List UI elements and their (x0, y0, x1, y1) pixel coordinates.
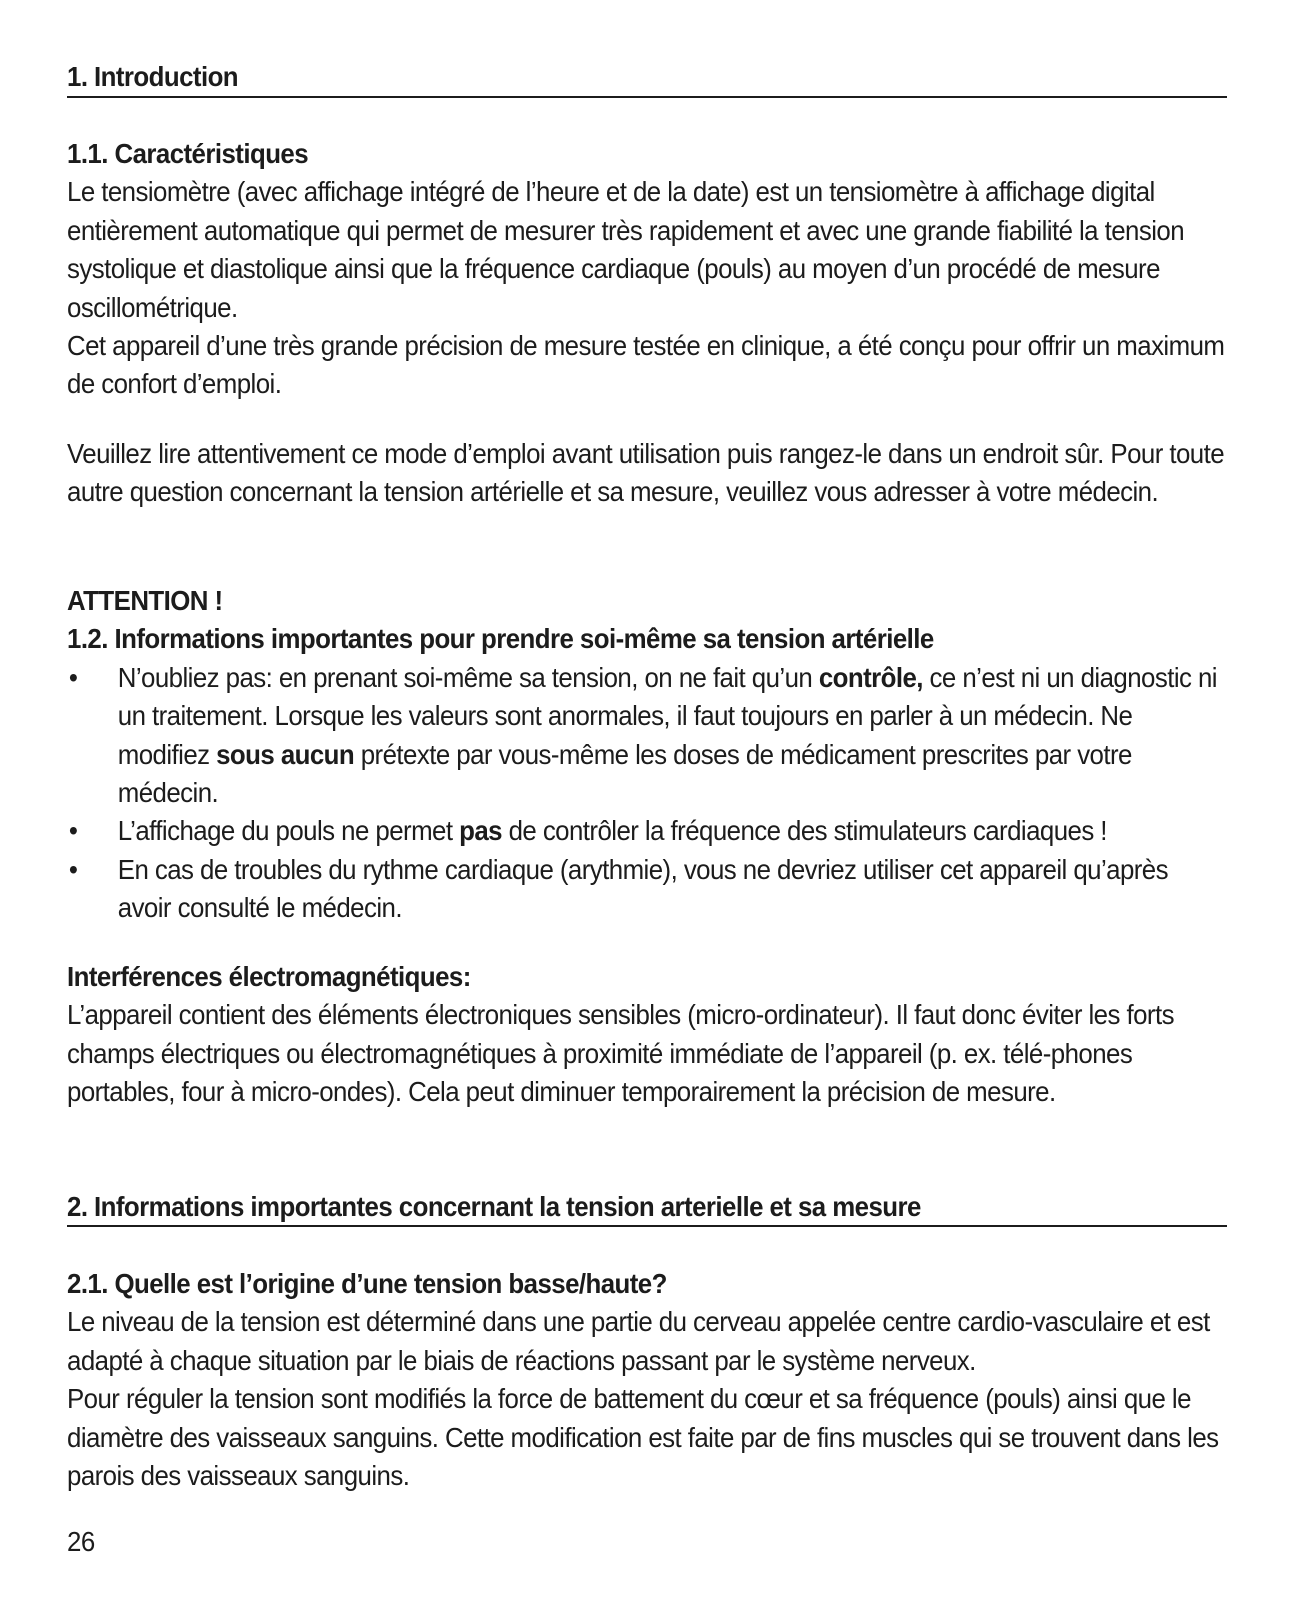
bullet-icon: • (68, 815, 78, 847)
subsection-1-1-heading: 1.1. Caractéristiques (67, 138, 309, 169)
emi-section (67, 958, 1227, 1112)
paragraph-precision: Cet appareil d’une très grande précision de mesure testée en clinique, a été conçu pour offrir un maximum de confort d’emploi. (67, 330, 1225, 400)
subsection-2-1-heading: 2.1. Quelle est l’origine d’une tension basse/haute? (67, 1268, 667, 1299)
section-1-heading: 1. Introduction (67, 61, 239, 92)
paragraph-characteristics: Le tensiomètre (avec affichage intégré de l’heure et de la date) est un tensiomètre à affichage digital entièrement automatique qui permet de mesurer très rapidement et avec une grande fiabilité la tension systolique et diastolique ainsi que la fréquence cardiaque (pouls) au moyen d’un procédé de mesure oscillométrique. (67, 176, 1185, 323)
paragraph-read-instructions: Veuillez lire attentivement ce mode d’emploi avant utilisation puis rangez-le dans un endroit sûr. Pour toute autre question concernant la tension artérielle et sa mesure, veuillez vous adresser à votre médecin. (67, 438, 1225, 508)
emi-heading: Interférences électromagnétiques: (67, 961, 471, 992)
list-item (67, 851, 1227, 928)
list-item-text: de contrôler la fréquence des stimulateurs cardiaques ! (501, 815, 1107, 847)
important-info-list (67, 659, 1227, 928)
list-item-text: En cas de troubles du rythme cardiaque (arythmie), vous ne devriez utiliser cet appareil qu’après avoir consulté le médecin. (117, 853, 1168, 924)
list-item-text: L’affichage du pouls ne permet (117, 815, 460, 847)
list-item-text: ce n’est ni un diagnostic ni un traitement. Lorsque les valeurs sont anormales, il faut toujours en parler à un médecin. Ne modifiez (117, 661, 1217, 770)
subsection-1-1 (67, 135, 1227, 404)
bullet-icon: • (68, 661, 78, 693)
section-2-heading: 2. Informations importantes concernant la tension arterielle et sa mesure (67, 1191, 921, 1222)
subsection-1-2-heading: 1.2. Informations importantes pour prendre soi-même sa tension artérielle (67, 623, 934, 655)
section-2-rule (67, 1225, 1227, 1227)
emphasis-sous-aucun: sous aucun (216, 738, 355, 770)
bullet-icon: • (68, 853, 78, 885)
list-item (67, 812, 1227, 850)
paragraph-tension-origin: Le niveau de la tension est déterminé dans une partie du cerveau appelée centre cardio-vasculaire et est adapté à chaque situation par le biais de réactions passant par le système nerveux. (67, 1306, 1210, 1376)
emphasis-pas: pas (459, 815, 502, 847)
attention-label: ATTENTION ! (67, 585, 223, 616)
page-number: 26 (67, 1526, 95, 1557)
emphasis-controle: contrôle, (818, 661, 923, 693)
subsection-1-2 (67, 582, 1227, 928)
paragraph-tension-regulation: Pour réguler la tension sont modifiés la force de battement du cœur et sa fréquence (pouls) ainsi que le diamètre des vaisseaux sanguins. Cette modification est faite par de fins muscles qui se trouvent dans les parois des vaisseaux sanguins. (67, 1383, 1219, 1492)
section-1-rule (67, 96, 1227, 98)
list-item-text: N’oubliez pas: en prenant soi-même sa tension, on ne fait qu’un (117, 661, 819, 693)
list-item (67, 659, 1227, 813)
emi-paragraph: L’appareil contient des éléments électroniques sensibles (micro-ordinateur). Il faut donc éviter les forts champs électriques ou électromagnétiques à proximité immédiate de l’appareil (p. ex. télé-phones portables, four à micro-ondes). Cela peut diminuer temporairement la précision de mesure. (67, 999, 1174, 1108)
subsection-2-1 (67, 1265, 1227, 1495)
list-item-text: prétexte par vous-même les doses de médicament prescrites par votre médecin. (117, 738, 1132, 809)
